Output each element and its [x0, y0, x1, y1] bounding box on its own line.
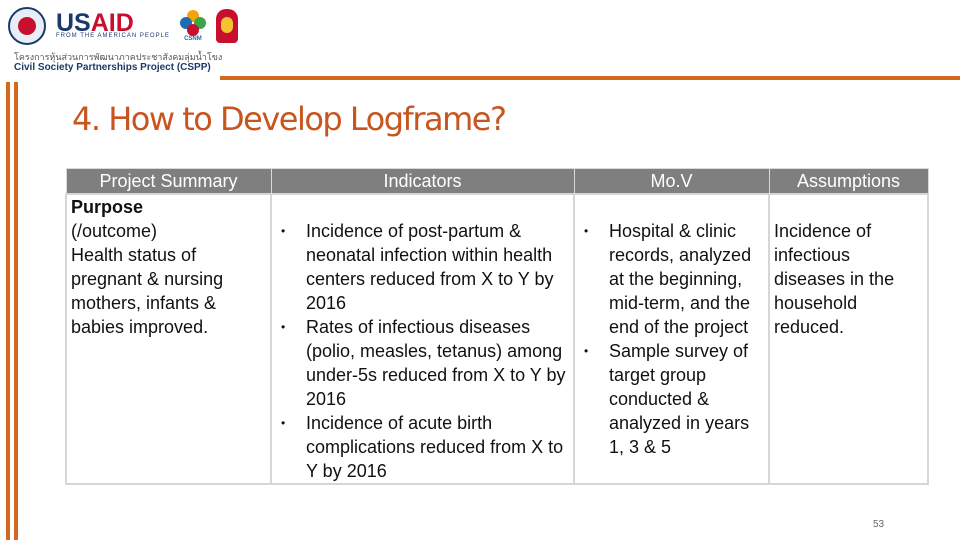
- cell-project-summary: [66, 194, 271, 484]
- header-indicators: Indicators: [271, 169, 574, 195]
- list-item: • Hospital & clinic records, analyzed at the beginning, mid-term, and the end of the project: [609, 219, 764, 339]
- cscm-logo: [180, 10, 206, 42]
- thai-project-name: โครงการหุ้นส่วนการพัฒนาภาคประชาสังคมลุ่มน้ำโขง: [14, 52, 223, 62]
- logo-row: [8, 6, 238, 46]
- cscm-flower-icon: [180, 10, 206, 36]
- indicator-list: [276, 219, 569, 483]
- usaid-word-aid: AID: [90, 8, 134, 37]
- left-accent-bar: [6, 82, 10, 540]
- left-accent-bar: [14, 82, 18, 540]
- header-mov: Mo.V: [574, 169, 769, 195]
- cell-indicators: [271, 194, 574, 484]
- summary-line: mothers, infants &: [71, 293, 217, 313]
- purpose-heading: Purpose: [71, 197, 144, 217]
- page-number: 53: [873, 519, 885, 530]
- slide-title: 4. How to Develop Logframe?: [72, 100, 506, 138]
- cscm-label: CSNM: [184, 36, 202, 42]
- list-item: • Incidence of acute birth complications reduced from X to Y by 2016: [306, 411, 569, 483]
- summary-line: pregnant & nursing: [71, 269, 224, 289]
- mov-list: [579, 219, 764, 459]
- university-emblem-icon: [216, 9, 238, 43]
- header-project-summary: Project Summary: [66, 169, 271, 195]
- usaid-word-us: US: [56, 8, 91, 37]
- table-header-row: [66, 169, 928, 195]
- assumption-text: Incidence of infectious diseases in the household reduced.: [774, 221, 895, 337]
- list-item: • Incidence of post-partum & neonatal infection within health centers reduced from X to Y by 2016: [306, 219, 569, 315]
- header-divider: [220, 76, 960, 80]
- list-item: • Sample survey of target group conducted & analyzed in years 1, 3 & 5: [609, 339, 764, 459]
- logframe-table: [65, 168, 929, 485]
- table-row: [66, 194, 928, 484]
- usaid-seal-icon: [8, 7, 46, 45]
- project-name: Civil Society Partnerships Project (CSPP): [14, 62, 211, 73]
- summary-line: Health status of: [71, 245, 197, 265]
- header-assumptions: Assumptions: [769, 169, 928, 195]
- usaid-logo: [56, 8, 170, 40]
- cell-mov: [574, 194, 769, 484]
- cell-assumptions: [769, 194, 928, 484]
- usaid-tagline: FROM THE AMERICAN PEOPLE: [56, 32, 170, 39]
- summary-line: babies improved.: [71, 317, 209, 337]
- list-item: • Rates of infectious diseases (polio, measles, tetanus) among under-5s reduced from X to Y by 2016: [306, 315, 569, 411]
- summary-line: (/outcome): [71, 221, 158, 241]
